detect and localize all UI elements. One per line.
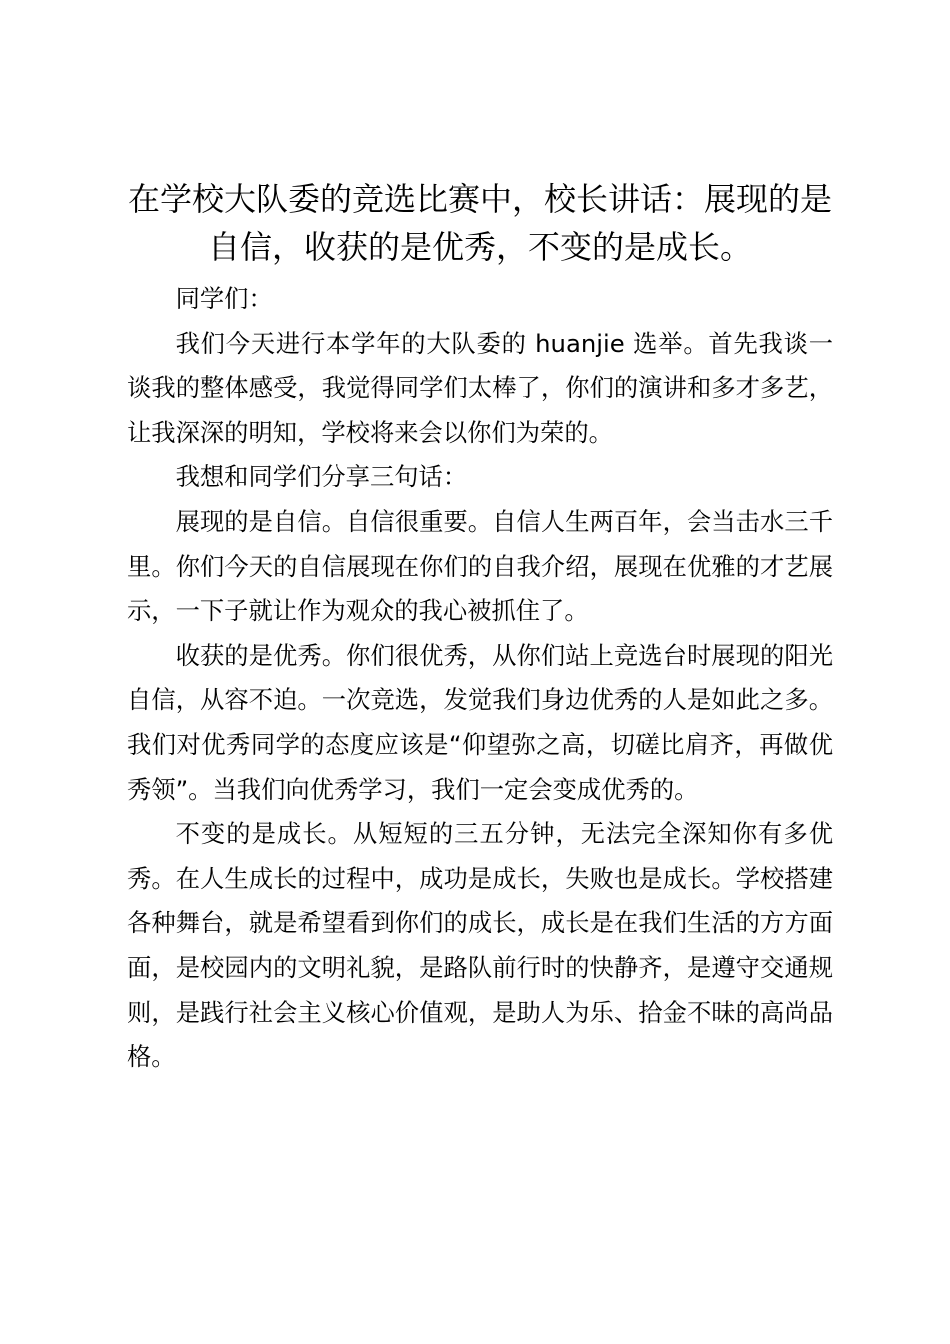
paragraph-excellence: 收获的是优秀。你们很优秀，从你们站上竞选台时展现的阳光自信，从容不迫。一次竞选，发觉我们身边优秀的人是如此之多。我们对优秀同学的态度应该是“仰望弥之高，切磋比肩齐，再做优秀领”。当我们向优秀学习，我们一定会变成优秀的。 (127, 640, 833, 804)
paragraph-intro: 我们今天进行本学年的大队委的 huanjie 选举。首先我谈一谈我的整体感受，我觉得同学们太棒了，你们的演讲和多才多艺，让我深深的明知，学校将来会以你们为荣的。 (127, 328, 833, 447)
document-title: 在学校大队委的竞选比赛中，校长讲话：展现的是自信，收获的是优秀，不变的是成长。 (127, 180, 832, 266)
paragraph-confidence: 展现的是自信。自信很重要。自信人生两百年，会当击水三千里。你们今天的自信展现在你们的自我介绍，展现在优雅的才艺展示，一下子就让作为观众的我心被抓住了。 (127, 506, 833, 626)
paragraph-salutation: 同学们： (175, 284, 273, 313)
document-page (127, 175, 833, 1080)
paragraph-growth: 不变的是成长。从短短的三五分钟，无法完全深知你有多优秀。在人生成长的过程中，成功是成长，失败也是成长。学校搭建各种舞台，就是希望看到你们的成长，成长是在我们生活的方方面面，是校园内的文明礼貌，是路队前行时的快静齐，是遵守交通规则，是践行社会主义核心价值观，是助人为乐、拾金不昧的高尚品格。 (127, 819, 833, 1072)
paragraph-three-sentences: 我想和同学们分享三句话： (175, 462, 468, 492)
